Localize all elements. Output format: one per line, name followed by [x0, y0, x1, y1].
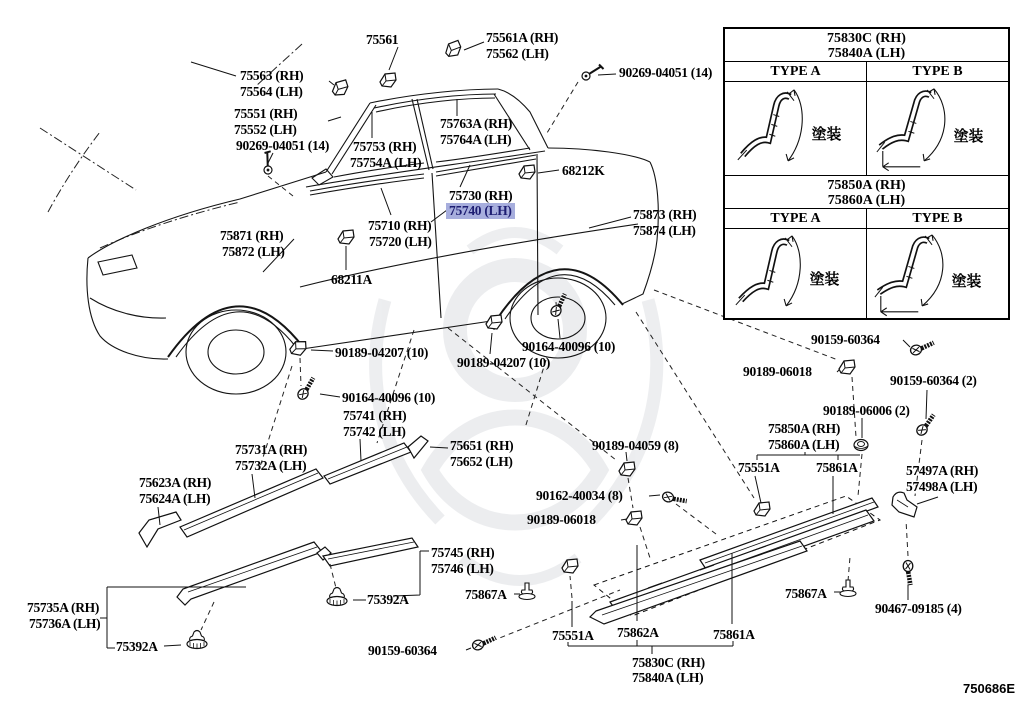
paint-text: 塗装 — [951, 274, 982, 291]
part-label[interactable]: 75735A (RH) — [27, 600, 100, 615]
part-label[interactable]: 75764A (LH) — [440, 132, 512, 147]
table-title-75850a — [725, 176, 1008, 209]
part-label[interactable]: 57498A (LH) — [906, 479, 978, 494]
part-label[interactable]: 75731A (RH) — [235, 442, 308, 457]
type-b-moulding-drawing — [867, 82, 1008, 175]
screw-icon — [296, 376, 319, 401]
part-label[interactable]: 75867A — [785, 586, 827, 601]
pin-icon — [840, 580, 856, 597]
paint-text: 塗装 — [811, 127, 842, 144]
part-label[interactable]: 90164-40096 (10) — [342, 390, 436, 405]
screw-icon — [471, 635, 497, 651]
part-label[interactable]: 90189-04207 (10) — [457, 355, 551, 370]
part-label[interactable]: 75741 (RH) — [343, 408, 407, 423]
nut-icon — [854, 440, 868, 451]
part-label[interactable]: 75392A — [116, 639, 158, 654]
part-label[interactable]: 90467-09185 (4) — [875, 601, 962, 616]
table-title-line-lh: 75840A (LH) — [827, 46, 906, 61]
bolt-icon — [582, 65, 604, 81]
part-label[interactable]: 75561A (RH) — [486, 30, 559, 45]
grommet-icon — [327, 588, 347, 606]
table-title-75830c — [725, 29, 1008, 62]
screw-icon — [903, 561, 913, 586]
part-label[interactable]: 75830C (RH) — [632, 655, 705, 670]
clip-icon — [754, 502, 770, 516]
clip-icon — [338, 230, 354, 244]
part-label[interactable]: 75551A — [552, 628, 594, 643]
part-label[interactable]: 75850A (RH) — [768, 421, 841, 436]
part-label[interactable]: 90189-04207 (10) — [335, 345, 429, 360]
part-label[interactable]: 90189-06018 — [743, 364, 812, 379]
paint-type-table — [723, 27, 1010, 320]
part-label[interactable]: 68211A — [331, 272, 372, 287]
part-label[interactable]: 75561 — [366, 32, 399, 47]
type-a-cell — [725, 82, 867, 175]
part-label[interactable]: 90159-60364 (2) — [890, 373, 977, 388]
part-label[interactable]: 90269-04051 (14) — [619, 65, 713, 80]
part-label[interactable]: 90164-40096 (10) — [522, 339, 616, 354]
type-b-moulding-drawing — [867, 229, 1008, 318]
part-label[interactable]: 75564 (LH) — [240, 84, 303, 99]
table-title-line-rh: 75850A (RH) — [827, 177, 906, 193]
part-label[interactable]: 75563 (RH) — [240, 68, 304, 83]
part-label[interactable]: 75861A — [816, 460, 858, 475]
part-label[interactable]: 75742 (LH) — [343, 424, 406, 439]
watermark — [376, 233, 657, 581]
part-label[interactable]: 75551A — [738, 460, 780, 475]
type-b-cell — [867, 82, 1008, 175]
part-label[interactable]: 75862A — [617, 625, 659, 640]
type-a-moulding-drawing — [725, 82, 866, 175]
part-label[interactable]: 75730 (RH) — [449, 188, 513, 203]
type-b-header: TYPE B — [912, 64, 963, 79]
part-label[interactable]: 75562 (LH) — [486, 46, 549, 61]
part-label[interactable]: 75745 (RH) — [431, 545, 495, 560]
part-label[interactable]: 90162-40034 (8) — [536, 488, 623, 503]
clip-icon — [380, 73, 396, 87]
part-label[interactable]: 75710 (RH) — [368, 218, 432, 233]
bolt-icon — [256, 149, 280, 175]
part-label[interactable]: 75736A (LH) — [29, 616, 101, 631]
part-label[interactable]: 75860A (LH) — [768, 437, 840, 452]
clip-icon — [331, 80, 349, 97]
part-label[interactable]: 90159-60364 — [811, 332, 880, 347]
type-a-moulding-drawing — [725, 229, 866, 318]
part-label[interactable]: 75623A (RH) — [139, 475, 212, 490]
part-label-highlighted[interactable]: 75740 (LH) — [446, 203, 515, 219]
part-label[interactable]: 75754A (LH) — [350, 155, 422, 170]
part-label[interactable]: 57497A (RH) — [906, 463, 979, 478]
part-label[interactable]: 75867A — [465, 587, 507, 602]
clip-icon — [519, 165, 535, 179]
part-label[interactable]: 75720 (LH) — [369, 234, 432, 249]
screw-icon — [909, 340, 935, 356]
clip-icon — [839, 360, 855, 374]
paint-text: 塗装 — [809, 272, 840, 289]
part-label[interactable]: 75872 (LH) — [222, 244, 285, 259]
type-b-cell — [867, 229, 1008, 318]
part-label[interactable]: 75551 (RH) — [234, 106, 298, 121]
part-label[interactable]: 75840A (LH) — [632, 670, 704, 685]
table-title-line-rh: 75830C (RH) — [827, 31, 906, 46]
type-a-header: TYPE A — [725, 209, 867, 228]
figure-code: 750686E — [963, 681, 1016, 696]
part-label[interactable]: 90189-06006 (2) — [823, 403, 910, 418]
part-label[interactable]: 90269-04051 (14) — [236, 138, 330, 153]
type-a-header: TYPE A — [725, 62, 867, 81]
screw-icon — [915, 413, 939, 437]
table-title-line-lh: 75860A (LH) — [827, 192, 906, 208]
part-label[interactable]: 75874 (LH) — [633, 223, 696, 238]
part-label[interactable]: 75624A (LH) — [139, 491, 211, 506]
part-label[interactable]: 75552 (LH) — [234, 122, 297, 137]
part-label[interactable]: 68212K — [562, 163, 605, 178]
part-label[interactable]: 75753 (RH) — [353, 139, 417, 154]
part-label[interactable]: 75861A — [713, 627, 755, 642]
part-label[interactable]: 75651 (RH) — [450, 438, 514, 453]
part-label[interactable]: 90189-06018 — [527, 512, 596, 527]
type-a-cell — [725, 229, 867, 318]
part-label[interactable]: 75763A (RH) — [440, 116, 513, 131]
screw-icon — [661, 490, 687, 508]
part-label[interactable]: 75732A (LH) — [235, 458, 307, 473]
part-label[interactable]: 75652 (LH) — [450, 454, 513, 469]
part-label[interactable]: 75873 (RH) — [633, 207, 697, 222]
clip-icon — [443, 40, 462, 58]
grommet-icon — [187, 631, 207, 649]
clip-icon — [626, 511, 642, 525]
clip-icon — [486, 315, 502, 329]
part-label[interactable]: 90159-60364 — [368, 643, 437, 658]
part-label[interactable]: 90189-04059 (8) — [592, 438, 679, 453]
paint-text: 塗装 — [953, 129, 984, 146]
part-label[interactable]: 75871 (RH) — [220, 228, 284, 243]
type-b-header: TYPE B — [912, 210, 963, 226]
part-label[interactable]: 75392A — [367, 592, 409, 607]
part-label[interactable]: 75746 (LH) — [431, 561, 494, 576]
